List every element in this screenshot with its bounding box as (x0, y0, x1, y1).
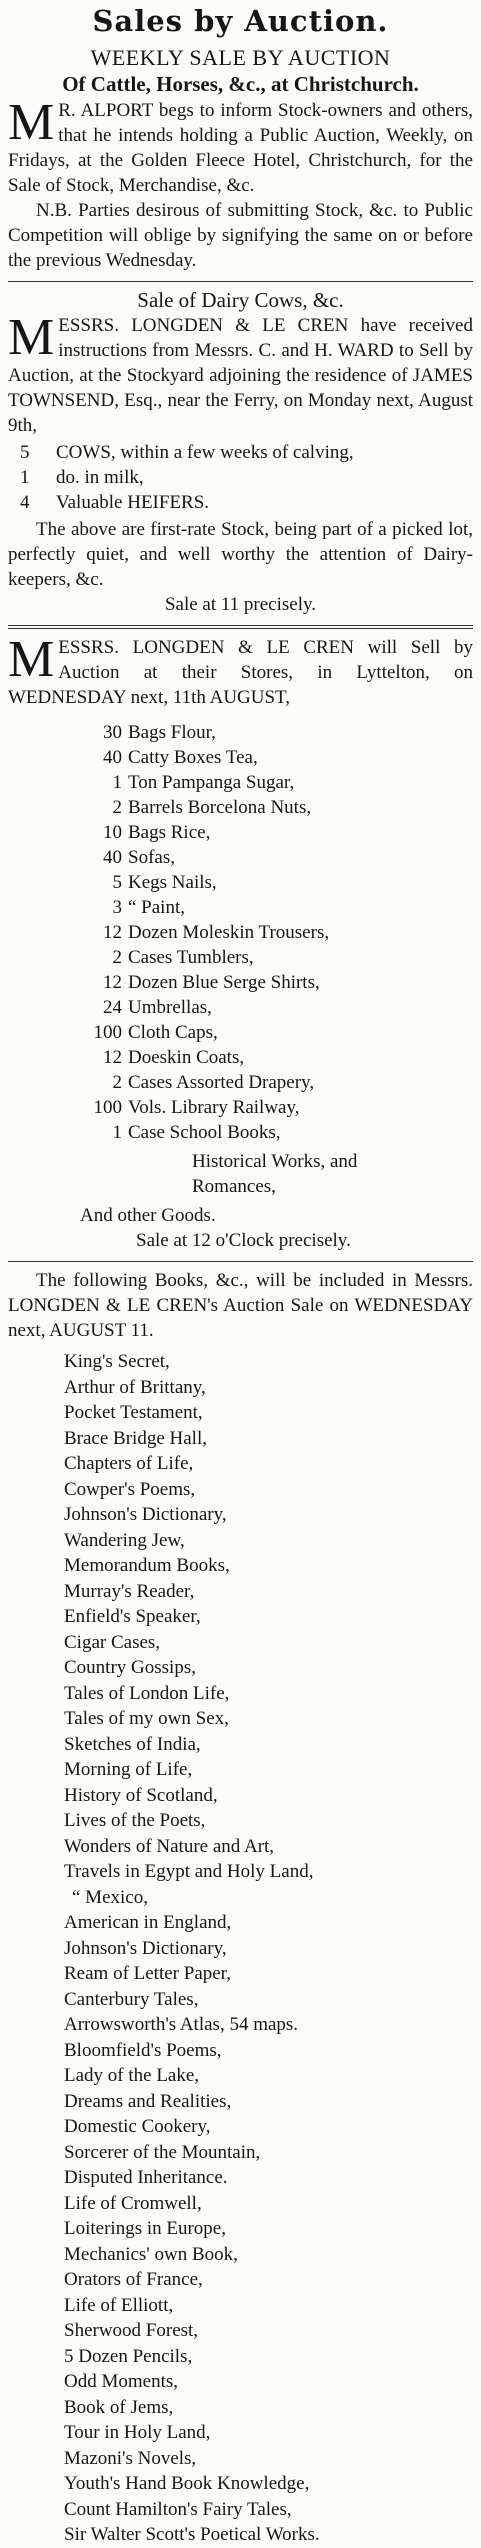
book-item: Tales of my own Sex, (64, 1708, 229, 1729)
book-item: Sherwood Forest, (64, 2320, 199, 2341)
ad1-body: R. ALPORT begs to inform Stock-owners and others, that he intends holding a Public Auction, Weekly, on Fridays, at the Golden Fleece Hotel, Christchurch, for the Sale of Stock, Merchandise, &c. (8, 100, 473, 196)
list-item (8, 970, 473, 995)
book-item: Mechanics' own Book, (64, 2243, 238, 2265)
livestock-list (20, 440, 473, 515)
list-item (8, 720, 473, 745)
ad1-subheading: Of Cattle, Horses, &c., at Christchurch. (62, 72, 419, 96)
book-item: Arrowsworth's Atlas, 54 maps. (64, 2014, 299, 2035)
book-item: Tales of London Life, (64, 1682, 230, 1704)
livestock-desc: Valuable HEIFERS. (56, 492, 210, 513)
goods-item: “ Paint, (128, 897, 185, 918)
ad-books-sale (8, 1268, 473, 2548)
divider (8, 281, 473, 282)
list-item (8, 1120, 473, 1145)
list-item (8, 995, 473, 1020)
book-item: Life of Cromwell, (64, 2192, 202, 2214)
book-item: Memorandum Books, (64, 1555, 230, 1576)
goods-list (8, 720, 473, 1145)
goods-qty: 100 (93, 1097, 122, 1118)
ad1-heading: WEEKLY SALE BY AUCTION (90, 45, 391, 70)
goods-continuation (8, 1149, 473, 1199)
book-item: American in England, (64, 1912, 232, 1933)
book-item: 5 Dozen Pencils, (64, 2345, 193, 2367)
goods-item: Cases Tumblers, (128, 947, 254, 968)
goods-qty: 1 (112, 772, 122, 793)
goods-item: Bags Rice, (128, 822, 211, 843)
list-item (20, 440, 473, 465)
book-item: Lady of the Lake, (64, 2065, 200, 2086)
book-item: Domestic Cookery, (64, 2116, 211, 2137)
goods-qty: 2 (112, 797, 122, 818)
masthead: Sales by Auction. (92, 4, 389, 38)
goods-qty: 1 (112, 1122, 122, 1143)
goods-qty: 12 (103, 972, 122, 993)
book-item: Travels in Egypt and Holy Land, (64, 1861, 314, 1882)
goods-qty: 3 (112, 897, 122, 918)
ad2-closing: The above are first-rate Stock, being part of a picked lot, perfectly quiet, and well worthy the attention of Dairy-keepers, &c. (8, 519, 473, 590)
newspaper-page (8, 0, 473, 2548)
book-item: Sorcerer of the Mountain, (64, 2141, 261, 2163)
book-item: Enfield's Speaker, (64, 1606, 201, 1627)
book-item: Book of Jems, (64, 2396, 174, 2418)
ad2-sale-time: Sale at 11 precisely. (164, 594, 317, 615)
list-item (8, 1070, 473, 1095)
book-item: Ream of Letter Paper, (64, 1963, 232, 1984)
list-item (8, 745, 473, 770)
ad4-intro: The following Books, &c., will be included in Messrs. LONGDEN & LE CREN's Auction Sale on WEDNESDAY next, AUGUST 11. (8, 1270, 473, 1341)
book-item: Disputed Inheritance. (64, 2167, 228, 2188)
goods-item: Vols. Library Railway, (128, 1097, 300, 1118)
ad2-body: ESSRS. LONGDEN & LE CREN have received instructions from Messrs. C. and H. WARD to Sell by Auction, at the Stockyard adjoining the residence of JAMES TOWNSEND, Esq., near the Ferry, on Monday next, August 9th, (8, 315, 473, 436)
book-item: Canterbury Tales, (64, 1988, 199, 2010)
ad-dairy-cows (8, 288, 473, 617)
book-item: History of Scotland, (64, 1784, 218, 1806)
divider (8, 625, 473, 629)
divider (8, 1261, 473, 1262)
list-item (8, 1020, 473, 1045)
goods-item: Cloth Caps, (128, 1022, 218, 1043)
book-item: Life of Elliott, (64, 2294, 174, 2316)
book-item: Mazoni's Novels, (64, 2447, 197, 2469)
book-item: “ Mexico, (72, 1886, 148, 1908)
livestock-desc: COWS, within a few weeks of calving, (56, 442, 354, 463)
goods-item: Sofas, (128, 847, 175, 868)
book-item: Country Gossips, (64, 1657, 196, 1678)
goods-item: Dozen Moleskin Trousers, (128, 922, 330, 943)
ad3-body: ESSRS. LONGDEN & LE CREN will Sell by Auction at their Stores, in Lyttelton, on WEDNESDAY next, 11th AUGUST, (8, 637, 473, 708)
list-item (8, 920, 473, 945)
goods-item: Cases Assorted Drapery, (128, 1072, 315, 1093)
goods-qty: 40 (103, 747, 122, 768)
book-item: Sketches of India, (64, 1733, 201, 1755)
book-item: Lives of the Poets, (64, 1810, 206, 1831)
goods-item: Bags Flour, (128, 722, 216, 743)
goods-item: Catty Boxes Tea, (128, 747, 258, 768)
livestock-desc: do. in milk, (56, 467, 144, 488)
goods-qty: 24 (103, 997, 122, 1018)
ad2-heading: Sale of Dairy Cows, &c. (137, 288, 344, 312)
goods-item: Dozen Blue Serge Shirts, (128, 972, 320, 993)
list-item (8, 1045, 473, 1070)
ad3-sale-time: Sale at 12 o'Clock precisely. (136, 1230, 351, 1251)
list-item (8, 770, 473, 795)
goods-qty: 40 (103, 847, 122, 868)
ad1-drop-cap: M (8, 94, 55, 151)
book-item: Dreams and Realities, (64, 2090, 232, 2112)
goods-continuation-line: Historical Works, and (192, 1151, 358, 1172)
goods-qty: 30 (103, 722, 122, 743)
book-item: Johnson's Dictionary, (64, 1937, 227, 1959)
goods-qty: 10 (103, 822, 122, 843)
book-item: Count Hamilton's Fairy Tales, (64, 2498, 292, 2520)
list-item (20, 490, 473, 515)
books-list (64, 1349, 473, 2548)
livestock-qty: 4 (20, 492, 30, 513)
goods-qty: 100 (93, 1022, 122, 1043)
book-item: Bloomfield's Poems, (64, 2039, 222, 2061)
goods-qty: 12 (103, 1047, 122, 1068)
list-item (8, 1095, 473, 1120)
livestock-qty: 1 (20, 467, 30, 488)
list-item (8, 820, 473, 845)
ad3-other-goods: And other Goods. (80, 1205, 216, 1226)
list-item (8, 945, 473, 970)
book-item: Chapters of Life, (64, 1453, 194, 1474)
livestock-qty: 5 (20, 442, 30, 463)
book-item: Youth's Hand Book Knowledge, (64, 2473, 310, 2494)
ad1-note: N.B. Parties desirous of submitting Stock, &c. to Public Competition will oblige by signifying the same on or before the previous Wednesday. (8, 200, 473, 271)
book-item: Johnson's Dictionary, (64, 1504, 227, 1525)
goods-item: Kegs Nails, (128, 872, 217, 893)
book-item: Tour in Holy Land, (64, 2422, 211, 2443)
book-item: Odd Moments, (64, 2371, 178, 2392)
ad-weekly-sale (8, 44, 473, 273)
ad1-body-paragraph (8, 94, 473, 198)
ad2-drop-cap: M (8, 309, 55, 366)
book-item: Brace Bridge Hall, (64, 1427, 207, 1449)
goods-item: Ton Pampanga Sugar, (128, 772, 295, 793)
goods-qty: 2 (112, 947, 122, 968)
book-item: Pocket Testament, (64, 1402, 203, 1423)
ad3-body-paragraph (8, 631, 473, 710)
book-item: King's Secret, (64, 1351, 170, 1372)
goods-continuation-line: Romances, (192, 1176, 276, 1197)
book-item: Loiterings in Europe, (64, 2218, 226, 2239)
goods-qty: 5 (112, 872, 122, 893)
list-item (8, 870, 473, 895)
list-item (8, 795, 473, 820)
goods-qty: 2 (112, 1072, 122, 1093)
ad2-body-paragraph (8, 309, 473, 438)
book-item: Cowper's Poems, (64, 1478, 196, 1500)
ad-stores-sale (8, 631, 473, 1253)
list-item (8, 895, 473, 920)
list-item (8, 845, 473, 870)
list-item (20, 465, 473, 490)
book-item: Morning of Life, (64, 1759, 193, 1780)
book-item: Wandering Jew, (64, 1529, 185, 1551)
goods-item: Barrels Borcelona Nuts, (128, 797, 312, 818)
book-item: Sir Walter Scott's Poetical Works. (64, 2524, 320, 2545)
book-item: Murray's Reader, (64, 1580, 195, 1602)
book-item: Cigar Cases, (64, 1631, 161, 1653)
ad3-drop-cap: M (8, 631, 55, 688)
book-item: Wonders of Nature and Art, (64, 1835, 275, 1857)
goods-item: Doeskin Coats, (128, 1047, 245, 1068)
book-item: Arthur of Brittany, (64, 1376, 206, 1398)
goods-qty: 12 (103, 922, 122, 943)
goods-item: Case School Books, (128, 1122, 281, 1143)
goods-item: Umbrellas, (128, 997, 212, 1018)
book-item: Orators of France, (64, 2269, 203, 2290)
